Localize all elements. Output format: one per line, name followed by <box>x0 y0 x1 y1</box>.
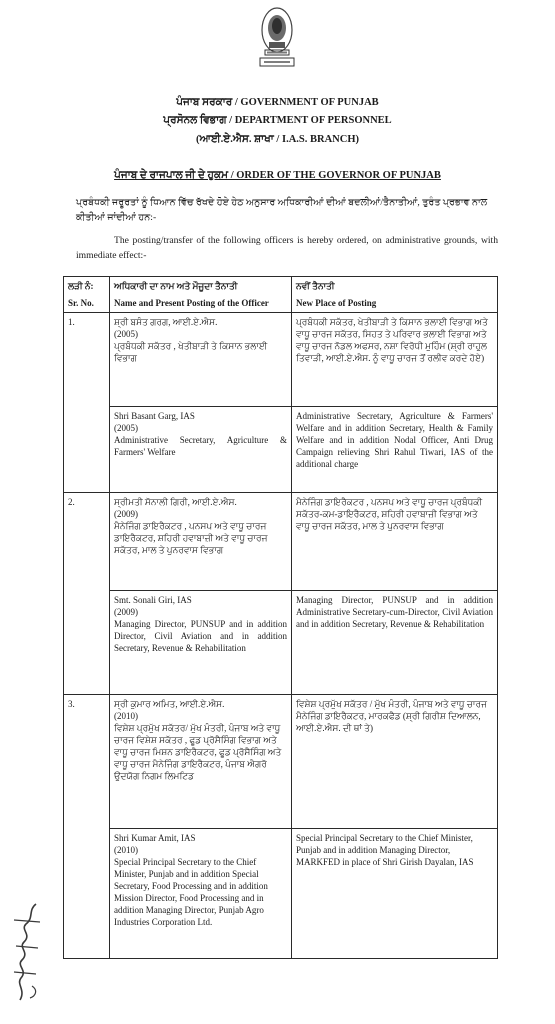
present-posting: Special Principal Secretary to the Chief Minister, Punjab and in addition Special Secretary, Food Processing and in addition Mission Director, Food Processing and in addition Managing Director, Punjab Agro Industries Corporation Ltd. <box>114 857 268 927</box>
department-heading: ਪ੍ਰਸੋਨਲ ਵਿਭਾਗ / DEPARTMENT OF PERSONNEL <box>163 115 392 126</box>
new-posting-punjabi: ਪ੍ਰਬੰਧਕੀ ਸਕੱਤਰ, ਖੇਤੀਬਾੜੀ ਤੇ ਕਿਸਾਨ ਭਲਾਈ ਵਿਭਾਗ ਅਤੇ ਵਾਧੂ ਚਾਰਜ ਸਕੱਤਰ, ਸਿਹਤ ਤੇ ਪਰਿਵਾਰ ਭਲਾਈ ਵਿਭਾਗ ਅਤੇ ਵਾਧੂ ਚਾਰਜ ਨੋਡਲ ਅਫਸਰ, ਨਸ਼ਾ ਵਿਰੋਧੀ ਮੁਹਿੰਮ (ਸ਼੍ਰੀ ਰਾਹੁਲ ਤਿਵਾੜੀ, ਆਈ.ਏ.ਐਸ. ਨੂੰ ਵਾਧੂ ਚਾਰਜ ਤੋਂ ਰਲੀਵ ਕਰਦੇ ਹੋਏ) <box>292 313 498 407</box>
new-posting-english: Managing Director, PUNSUP and in addition Administrative Secretary-cum-Director, Civil Aviation and in addition Secretary, Revenue & Rehabilitation <box>292 591 498 695</box>
present-posting: Administrative Secretary, Agriculture & Farmers' Welfare <box>114 435 287 457</box>
present-posting-punjabi <box>110 493 292 591</box>
header-present-punjabi: ਅਧਿਕਾਰੀ ਦਾ ਨਾਮ ਅਤੇ ਮੌਜੂਦਾ ਤੈਨਾਤੀ <box>114 281 238 291</box>
sr-number: 3. <box>64 695 110 959</box>
present-posting: ਮੈਨੇਜਿੰਗ ਡਾਇਰੈਕਟਰ , ਪਨਸਪ ਅਤੇ ਵਾਧੂ ਚਾਰਜ ਡਾਇਰੈਕਟਰ, ਸ਼ਹਿਰੀ ਹਵਾਬਾਜ਼ੀ ਅਤੇ ਵਾਧੂ ਚਾਰਜ ਸਕੱਤਰ, ਮਾਲ ਤੇ ਪੁਨਰਵਾਸ ਵਿਭਾਗ <box>114 521 268 555</box>
officer-batch: (2010) <box>114 711 138 721</box>
officer-name: Shri Kumar Amit, IAS <box>114 833 196 843</box>
posting-table <box>63 276 498 959</box>
officer-name: Smt. Sonali Giri, IAS <box>114 595 192 605</box>
officer-name: ਸ੍ਰੀਮਤੀ ਸੋਨਾਲੀ ਗਿਰੀ, ਆਈ.ਏ.ਐਸ. <box>114 497 237 507</box>
header-present <box>110 277 292 313</box>
present-posting-english <box>110 407 292 493</box>
officer-batch: (2009) <box>114 509 138 519</box>
government-heading: ਪੰਜਾਬ ਸਰਕਾਰ / GOVERNMENT OF PUNJAB <box>176 97 379 108</box>
header-sr-english: Sr. No. <box>68 298 94 308</box>
table-row <box>64 407 498 493</box>
intro-punjabi: ਪ੍ਰਬੰਧਕੀ ਜਰੂਰਤਾਂ ਨੂੰ ਧਿਆਨ ਵਿੱਚ ਰੱਖਦੇ ਹੋਏ ਹੇਠ ਅਨੁਸਾਰ ਅਧਿਕਾਰੀਆਂ ਦੀਆਂ ਬਦਲੀਆਂ/ਤੈਨਾਤੀਆਂ, ਤੁਰੰਤ ਪ੍ਰਭਾਵ ਨਾਲ ਕੀਤੀਆਂ ਜਾਂਦੀਆਂ ਹਨ:- <box>76 197 488 223</box>
officer-name: ਸ਼੍ਰੀ ਬਸੰਤ ਗਰਗ, ਆਈ.ਏ.ਐਸ. <box>114 317 218 327</box>
intro-english: The posting/transfer of the following officers is hereby ordered, on administrative grounds, with immediate effect:- <box>76 235 498 261</box>
present-posting-punjabi <box>110 313 292 407</box>
present-posting-english <box>110 829 292 959</box>
present-posting-punjabi <box>110 695 292 829</box>
sr-number: 1. <box>64 313 110 493</box>
new-posting-punjabi: ਵਿਸ਼ੇਸ਼ ਪ੍ਰਮੁੱਖ ਸਕੱਤਰ / ਮੁੱਖ ਮੰਤਰੀ, ਪੰਜਾਬ ਅਤੇ ਵਾਧੂ ਚਾਰਜ ਮੈਨੇਜਿੰਗ ਡਾਇਰੈਕਟਰ, ਮਾਰਕਫੈਡ (ਸ਼੍ਰੀ ਗਿਰੀਸ਼ ਦਿਆਲਨ, ਆਈ.ਏ.ਐਸ. ਦੀ ਥਾਂ ਤੇ) <box>292 695 498 829</box>
present-posting-english <box>110 591 292 695</box>
officer-batch: (2005) <box>114 329 138 339</box>
header-sr-punjabi: ਲੜੀ ਨੰ: <box>68 281 94 291</box>
table-row <box>64 695 498 829</box>
intro-english-block <box>76 233 498 263</box>
header-new <box>292 277 498 313</box>
header-new-english: New Place of Posting <box>296 298 377 308</box>
table-header-row <box>64 277 498 313</box>
table-row <box>64 313 498 407</box>
officer-batch: (2010) <box>114 845 138 855</box>
present-posting: ਪ੍ਰਬੰਧਕੀ ਸਕੱਤਰ , ਖੇਤੀਬਾੜੀ ਤੇ ਕਿਸਾਨ ਭਲਾਈ ਵਿਭਾਗ <box>114 341 268 363</box>
order-title: ਪੰਜਾਬ ਦੇ ਰਾਜਪਾਲ ਜੀ ਦੇ ਹੁਕਮ / ORDER OF THE GOVERNOR OF PUNJAB <box>114 170 441 181</box>
branch-heading: (ਆਈ.ਏ.ਐਸ. ਸ਼ਾਖਾ / I.A.S. BRANCH) <box>196 134 359 145</box>
officer-batch: (2009) <box>114 607 138 617</box>
new-posting-english: Special Principal Secretary to the Chief Minister, Punjab and in addition Managing Director, MARKFED in place of Shri Girish Dayalan, IAS <box>292 829 498 959</box>
table-row <box>64 591 498 695</box>
officer-batch: (2005) <box>114 423 138 433</box>
present-posting: Managing Director, PUNSUP and in addition Director, Civil Aviation and in addition Secretary, Revenue & Rehabilitation <box>114 619 287 653</box>
header-new-punjabi: ਨਵੀਂ ਤੈਨਾਤੀ <box>296 281 335 291</box>
state-emblem <box>254 4 300 76</box>
officer-name: ਸ੍ਰੀ ਕੁਮਾਰ ਅਮਿਤ, ਆਈ.ਏ.ਐਸ. <box>114 699 225 709</box>
table-row <box>64 493 498 591</box>
table-row <box>64 829 498 959</box>
handwritten-signature <box>6 900 48 1006</box>
present-posting: ਵਿਸ਼ੇਸ਼ ਪ੍ਰਮੁੱਖ ਸਕੱਤਰ/ ਮੁੱਖ ਮੰਤਰੀ, ਪੰਜਾਬ ਅਤੇ ਵਾਧੂ ਚਾਰਜ ਵਿਸ਼ੇਸ਼ ਸਕੱਤਰ , ਫੂਡ ਪ੍ਰੋਸੈਸਿੰਗ ਵਿਭਾਗ ਅਤੇ ਵਾਧੂ ਚਾਰਜ ਮਿਸ਼ਨ ਡਾਇਰੈਕਟਰ, ਫੂਡ ਪ੍ਰੋਸੈਸਿੰਗ ਅਤੇ ਵਾਧੂ ਚਾਰਜ ਮੈਨੇਜਿੰਗ ਡਾਇਰੈਕਟਰ, ਪੰਜਾਬ ਐਗਰੋ ਉਦਯੋਗ ਨਿਗਮ ਲਿਮਟਿਡ <box>114 723 282 781</box>
header-sr <box>64 277 110 313</box>
header-present-english: Name and Present Posting of the Officer <box>114 298 269 308</box>
officer-name: Shri Basant Garg, IAS <box>114 411 195 421</box>
sr-number: 2. <box>64 493 110 695</box>
new-posting-english: Administrative Secretary, Agriculture & Farmers' Welfare and in addition Secretary, Health & Family Welfare and in addition Nodal Officer, Anti Drug Campaign relieving Shri Rahul Tiwari, IAS of the additional charge <box>292 407 498 493</box>
new-posting-punjabi: ਮੈਨੇਜਿੰਗ ਡਾਇਰੈਕਟਰ , ਪਨਸਪ ਅਤੇ ਵਾਧੂ ਚਾਰਜ ਪ੍ਰਬੰਧਕੀ ਸਕੱਤਰ-ਕਮ-ਡਾਇਰੈਕਟਰ, ਸ਼ਹਿਰੀ ਹਵਾਬਾਜ਼ੀ ਵਿਭਾਗ ਅਤੇ ਵਾਧੂ ਚਾਰਜ ਸਕੱਤਰ, ਮਾਲ ਤੇ ਪੁਨਰਵਾਸ ਵਿਭਾਗ <box>292 493 498 591</box>
